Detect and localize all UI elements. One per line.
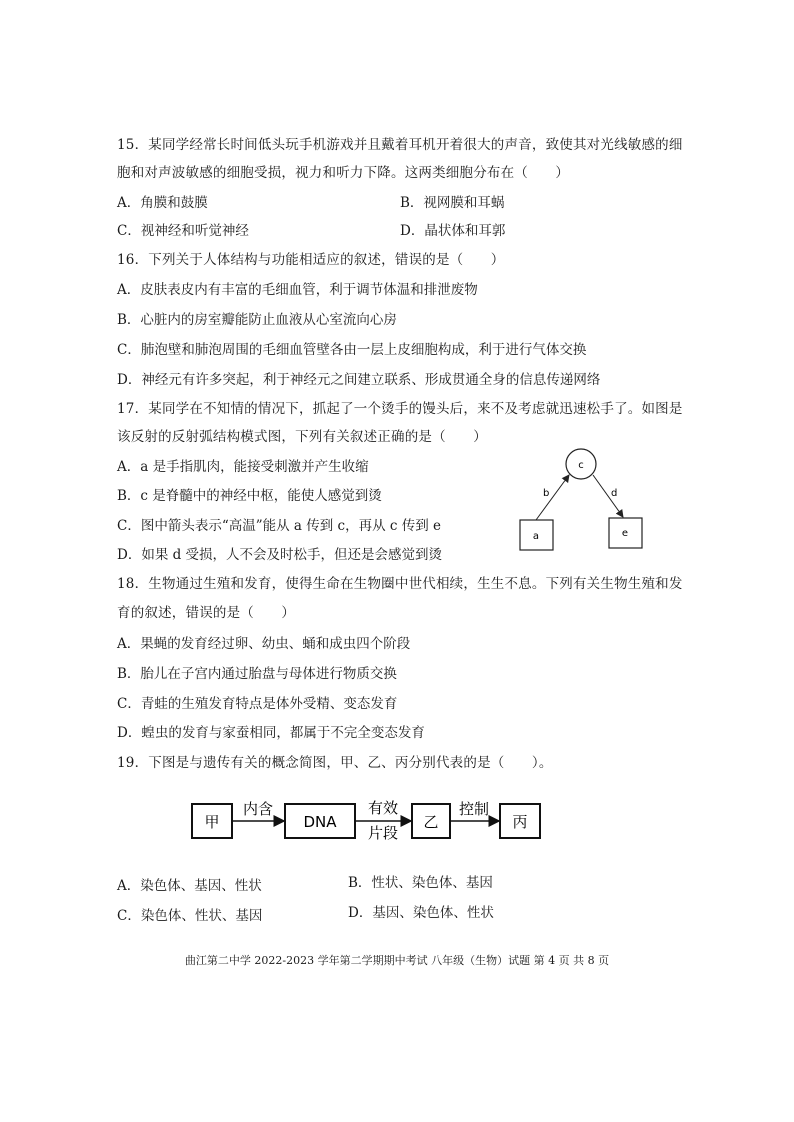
q18-option-a: A．果蝇的发育经过卵、幼虫、蛹和成虫四个阶段 — [117, 636, 411, 652]
q17-option-b: B．c 是脊髓中的神经中枢，能使人感觉到烫 — [117, 488, 382, 504]
arrow-control-label: 控制 — [458, 800, 490, 818]
q17-stem-line2: 该反射的反射弧结构模式图，下列有关叙述正确的是（ ） — [117, 429, 487, 445]
q17-option-c: C．图中箭头表示“高温”能从 a 传到 c，再从 c 传到 e — [117, 518, 442, 534]
q15-stem-line2: 胞和对声波敏感的细胞受损，视力和听力下降。这两类细胞分布在（ ） — [117, 165, 570, 181]
arrow-a-to-c — [536, 475, 569, 520]
q16-option-d: D．神经元有许多突起，利于神经元之间建立联系、形成贯通全身的信息传递网络 — [117, 372, 601, 388]
q15-stem-line1: 15．某同学经常长时间低头玩手机游戏并且戴着耳机开着很大的声音，致使其对光线敏感的细 — [117, 137, 683, 153]
reflex-arc-diagram — [515, 446, 655, 556]
q17-option-d: D．如果 d 受损，人不会及时松手，但还是会感觉到烫 — [117, 547, 443, 563]
q19-stem: 19．下图是与遗传有关的概念简图，甲、乙、丙分别代表的是（ ）。 — [117, 755, 553, 771]
box-dna-label: DNA — [303, 813, 337, 831]
box-yi-label: 乙 — [423, 813, 439, 831]
q19-option-b: B．性状、染色体、基因 — [348, 875, 493, 891]
q19-option-d: D．基因、染色体、性状 — [348, 905, 494, 921]
q18-option-b: B．胎儿在子宫内通过胎盘与母体进行物质交换 — [117, 666, 397, 682]
arrow-contains-label: 内含 — [242, 800, 274, 818]
node-c-label: c — [578, 460, 584, 471]
arrow-effective-label-bottom: 片段 — [367, 824, 399, 842]
q17-option-a: A．a 是手指肌肉，能接受刺激并产生收缩 — [117, 459, 369, 475]
q18-option-c: C．青蛙的生殖发育特点是体外受精、变态发育 — [117, 696, 398, 712]
box-jia-label: 甲 — [204, 813, 220, 831]
q15-option-c: C．视神经和听觉神经 — [117, 223, 249, 239]
q15-option-b: B．视网膜和耳蜗 — [400, 195, 505, 211]
q19-option-c: C．染色体、性状、基因 — [117, 908, 263, 924]
q18-option-d: D．蝗虫的发育与家蚕相同，都属于不完全变态发育 — [117, 725, 425, 741]
q18-stem-line1: 18．生物通过生殖和发育，使得生命在生物圈中世代相续，生生不息。下列有关生物生殖和发 — [117, 576, 683, 592]
node-a-label: a — [532, 531, 540, 542]
node-e-label: e — [621, 528, 629, 539]
page-footer: 曲江第二中学 2022-2023 学年第二学期期中考试 八年级（生物）试题 第 4 页 共 8 页 — [184, 954, 610, 967]
q16-stem: 16．下列关于人体结构与功能相适应的叙述，错误的是（ ） — [117, 252, 505, 268]
q15-option-a: A．角膜和鼓膜 — [117, 195, 208, 211]
label-d: d — [611, 488, 618, 499]
q17-stem-line1: 17．某同学在不知情的情况下，抓起了一个烫手的馒头后，来不及考虑就迅速松手了。如图是 — [117, 401, 683, 417]
q16-option-a: A．皮肤表皮内有丰富的毛细血管，利于调节体温和排泄废物 — [117, 282, 478, 298]
genetics-concept-diagram — [188, 794, 558, 854]
q16-option-b: B．心脏内的房室瓣能防止血液从心室流向心房 — [117, 312, 397, 328]
q15-option-d: D．晶状体和耳郭 — [400, 223, 506, 239]
box-bing-label: 丙 — [512, 813, 528, 831]
arrow-effective-label-top: 有效 — [367, 799, 399, 817]
q18-stem-line2: 育的叙述，错误的是（ ） — [117, 605, 296, 621]
label-b: b — [543, 488, 550, 499]
q19-option-a: A．染色体、基因、性状 — [117, 878, 262, 894]
arrow-c-to-e — [593, 475, 623, 517]
q16-option-c: C．肺泡壁和肺泡周围的毛细血管壁各由一层上皮细胞构成，利于进行气体交换 — [117, 342, 587, 358]
